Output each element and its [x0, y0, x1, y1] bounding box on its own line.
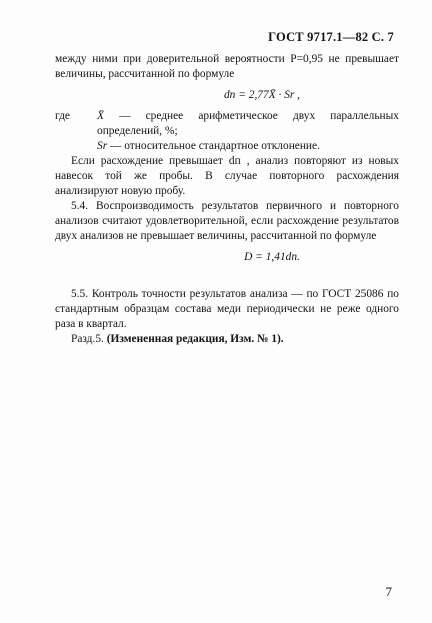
definition-row — [55, 139, 399, 154]
definition-symbol: X̄ — [97, 110, 104, 122]
definition-text: — относительное стандартное отклонение. — [107, 140, 320, 152]
body-text — [55, 52, 399, 347]
definition-symbol: Sr — [97, 140, 108, 152]
definition-lead — [55, 139, 97, 154]
paragraph-reproducibility: 5.4. Воспроизводимость результатов первичного и повторного анализов считают удовлетворительной, если расхождение результатов двух анализов не превышает величины, рассчитанной по формуле — [55, 200, 399, 242]
page-number: 7 — [385, 584, 392, 599]
paragraph-precision: между ними при доверительной вероятности Р=0,95 не превышает величины, рассчитанной по формуле — [55, 53, 399, 80]
revision-note — [55, 332, 399, 347]
paragraph-accuracy-control: 5.5. Контроль точности результатов анализа — по ГОСТ 25086 по стандартным образцам состава меди периодически не реже одного раза в квартал. — [55, 288, 399, 330]
formula-d: D = 1,41dп. — [244, 251, 300, 263]
formula-dp: dп = 2,77X̄ · Sr , — [223, 89, 301, 101]
page-header: ГОСТ 9717.1—82 С. 7 — [268, 30, 394, 44]
definition-lead: где — [55, 110, 70, 122]
definition-row — [55, 109, 399, 139]
revision-note-bold: (Измененная редакция, Изм. № 1). — [106, 333, 284, 345]
revision-note-prefix: Разд.5. — [71, 333, 107, 345]
paragraph-repeat-analysis: Если расхождение превышает dп , анализ повторяют из новых навесок той же пробы. В случае повторного расхождения анализируют новую пробу. — [55, 155, 399, 197]
definition-text: — среднее арифметическое двух параллельных определений, %; — [97, 110, 399, 137]
